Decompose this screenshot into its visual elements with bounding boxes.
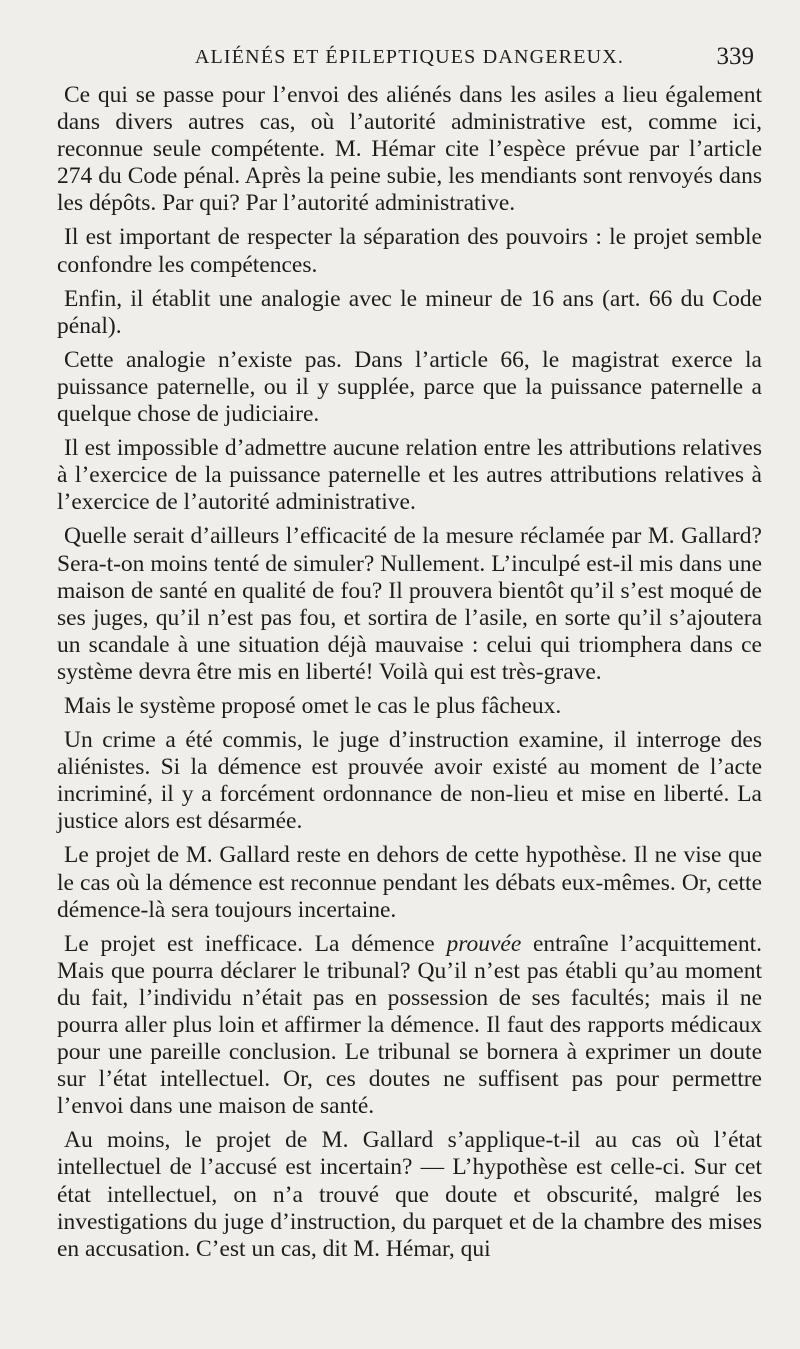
paragraph-paternal-power: Cette analogie n’existe pas. Dans l’article 66, le magistrat exerce la puissance paternelle, ou il y supplée, parce que la puissance paternelle a quelque chose de judiciaire. <box>57 346 762 428</box>
running-title: ALIÉNÉS ET ÉPILEPTIQUES DANGEREUX. <box>194 46 625 68</box>
paragraph-minor-analogy: Enfin, il établit une analogie avec le mineur de 16 ans (art. 66 du Code pénal). <box>57 285 762 339</box>
paragraph-inefficacy <box>57 931 762 1121</box>
paragraph-uncertain-state: Au moins, le projet de M. Gallard s’applique-t-il au cas où l’état intellectuel de l’accusé est incertain? — L’hypothèse est celle-ci. Sur cet état intellectuel, on n’a trouvé que doute et obscurité, malgré les investigations du juge d’instruction, du parquet et de la chambre des mises en accusation. C’est un cas, dit M. Hémar, qui <box>57 1127 762 1262</box>
paragraph-separation-of-powers: Il est important de respecter la séparation des pouvoirs : le projet semble confondre les compétences. <box>57 224 762 278</box>
inefficacy-text-before: Le projet est inefficace. La démence <box>64 930 447 957</box>
inefficacy-emphasis: prouvée <box>446 930 522 957</box>
paragraph-attributions: Il est impossible d’admettre aucune relation entre les attributions relatives à l’exercice de la puissance paternelle et les autres attributions relatives à l’exercice de l’autorité administrative. <box>57 435 762 516</box>
paragraph-administrative-authority: Ce qui se passe pour l’envoi des aliénés dans les asiles a lieu également dans divers autres cas, où l’autorité administrative est, comme ici, reconnue seule compétente. M. Hémar cite l’espèce prévue par l’article 274 du Code pénal. Après la peine subie, les mendiants sont renvoyés dans les dépôts. Par qui? Par l’autorité administrative. <box>57 82 762 217</box>
paragraph-hypothesis: Le projet de M. Gallard reste en dehors de cette hypothèse. Il ne vise que le cas où la démence est reconnue pendant les débats eux-mêmes. Or, cette démence-là sera toujours incertaine. <box>57 842 762 923</box>
page-number: 339 <box>716 43 754 70</box>
running-head <box>57 40 762 74</box>
inefficacy-text-continued: Il faut des rapports médicaux pour une pareille conclusion. Le tribunal se bornera à exprimer un doute sur l’état intellectuel. Or, ces doutes ne suffisent pas pour permettre l’envoi dans une maison de santé. <box>57 1012 763 1120</box>
paragraph-efficacy-question: Quelle serait d’ailleurs l’efficacité de la mesure réclamée par M. Gallard? Sera-t-on moins tenté de simuler? Nullement. L’inculpé est-il mis dans une maison de santé en qualité de fou? Il prouvera bientôt qu’il s’est moqué de ses juges, qu’il n’est pas fou, et sortira de l’asile, en sorte qu’il s’ajoutera un scandale à une situation déjà mauvaise : celui qui triomphera dans ce système devra être mis en liberté! Voilà qui est très-grave. <box>57 523 762 685</box>
inefficacy-text-after: entraîne l’acquittement. Mais que pourra déclarer le tribunal? Qu’il n’est pas établi qu’au moment du fait, l’individu n’était pas en possession de ses facultés; mais il ne pourra aller plus loin et affirmer la démence. <box>57 930 762 1038</box>
body-text <box>57 82 762 1263</box>
paragraph-crime-committed: Un crime a été commis, le juge d’instruction examine, il interroge des aliénistes. Si la démence est prouvée avoir existé au moment de l’acte incriminé, il y a forcément ordonnance de non-lieu et mise en liberté. La justice alors est désarmée. <box>57 727 762 835</box>
paragraph-worst-case: Mais le système proposé omet le cas le plus fâcheux. <box>64 692 562 719</box>
